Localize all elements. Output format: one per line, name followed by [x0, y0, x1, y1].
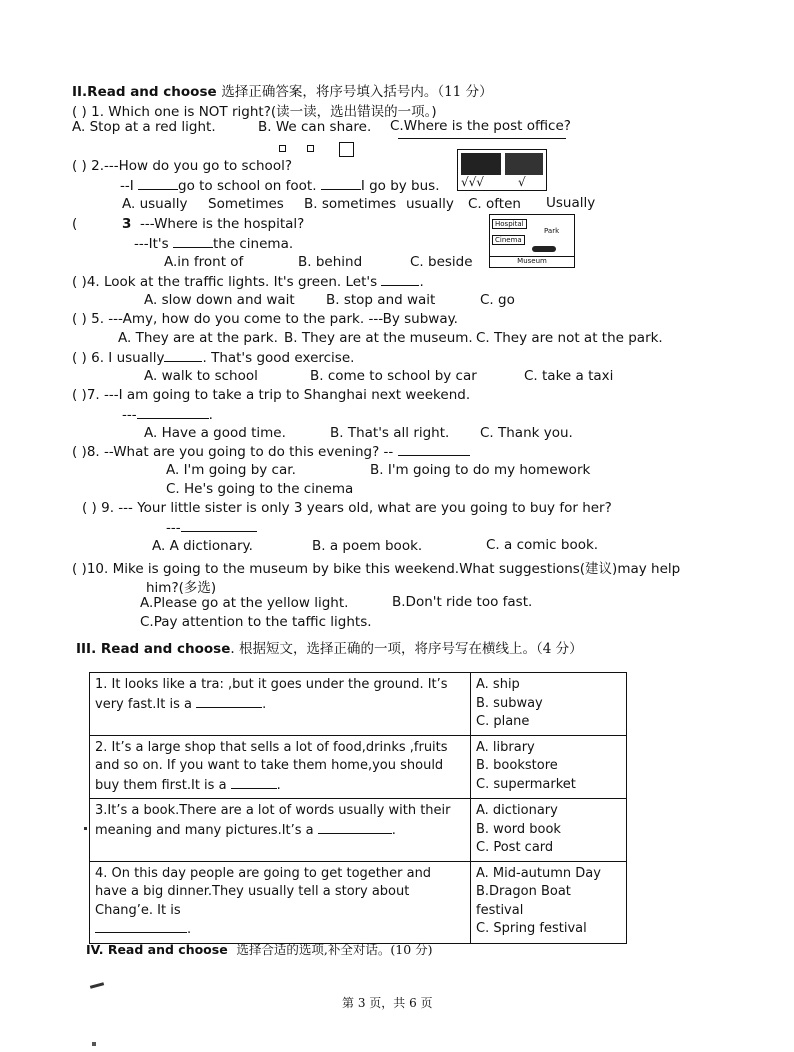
q10-option-b: B.Don't ride too fast.	[392, 594, 533, 610]
question-5	[72, 311, 458, 327]
q8-option-c: C. He's going to the cinema	[166, 481, 354, 497]
q3-option-a: A.in front of	[164, 254, 244, 270]
frequency-picture	[457, 149, 547, 191]
question-10	[72, 557, 680, 577]
option-c: C. plane	[476, 714, 530, 729]
reading-options	[471, 861, 627, 943]
q9-option-a: A. A dictionary.	[152, 538, 253, 554]
q4-option-c: C. go	[480, 292, 515, 308]
question-stem: 1. Which one is NOT right?(读一读，选出错误的一项。)	[91, 104, 437, 120]
section-3-title: III. Read and choose	[76, 641, 231, 657]
answer-blank[interactable]	[196, 695, 262, 708]
question-2	[72, 158, 292, 174]
q2-option-a: A. usually	[122, 196, 188, 212]
q2-option-c2: Usually	[546, 195, 596, 211]
q5-option-b: B. They are at the museum.	[284, 330, 473, 346]
answer-paren[interactable]: ( )	[72, 158, 87, 174]
answer-paren[interactable]: ( )	[72, 350, 87, 366]
q10-option-a: A.Please go at the yellow light.	[140, 595, 349, 611]
q3-option-b: B. behind	[298, 254, 363, 270]
reading-options	[471, 799, 627, 862]
question-4: ( )4. Look at the traffic lights. It's green. Let's .	[72, 274, 424, 290]
q2-option-c: C. often	[468, 196, 521, 212]
question-stem: 7. ---I am going to take a trip to Shanghai next weekend.	[86, 387, 471, 403]
q6-option-a: A. walk to school	[144, 368, 258, 384]
answer-paren[interactable]: ( )	[82, 500, 97, 516]
q1-underline	[398, 138, 566, 139]
question-6: ( ) 6. I usually . That's good exercise.	[72, 350, 355, 366]
reading-question: 4. On this day people are going to get together and have a big dinner.They usually tell a story about Chang’e. It is .	[90, 861, 471, 943]
section-4-header	[86, 940, 433, 958]
question-stem: 8. --What are you going to do this evening? --	[86, 444, 398, 460]
q6-option-c: C. take a taxi	[524, 368, 614, 384]
option-a: A. library	[476, 739, 535, 755]
answer-paren[interactable]: ( )	[72, 104, 87, 120]
q4-option-a: A. slow down and wait	[144, 292, 295, 308]
reading-question: 3.It’s a book.There are a lot of words usually with their meaning and many pictures.It’s a .	[90, 799, 471, 862]
car-icon	[532, 246, 556, 252]
question-stem: 4. Look at the traffic lights. It's green. Let's	[86, 274, 382, 290]
section-4-title: IV. Read and choose	[86, 942, 228, 957]
section-4-instruction: 选择合适的选项,补全对话。(10 分)	[236, 942, 433, 957]
q3-option-c: C. beside	[410, 254, 473, 270]
q7-option-b: B. That's all right.	[330, 425, 450, 441]
cinema-label: Cinema	[492, 235, 525, 245]
option-a: A. Mid-autumn Day	[476, 865, 601, 881]
q9-option-b: B. a poem book.	[312, 538, 423, 554]
q6-option-b: B. come to school by car	[310, 368, 477, 384]
option-c: C. Spring festival	[476, 921, 587, 936]
q5-option-c: C. They are not at the park.	[476, 330, 663, 346]
answer-blank[interactable]	[164, 349, 202, 362]
section-2-instruction: 选择正确答案，将序号填入括号内。（11 分）	[221, 84, 493, 100]
park-label: Park	[544, 227, 560, 235]
q1-option-c: C.Where is the post office?	[390, 118, 571, 134]
answer-blank[interactable]	[138, 177, 178, 190]
section-2-title: II.Read and choose	[72, 84, 217, 100]
question-stem: 9. --- Your little sister is only 3 years old, what are you going to buy for her?	[101, 500, 612, 516]
q7-option-c: C. Thank you.	[480, 425, 573, 441]
question-8	[72, 443, 470, 460]
answer-blank[interactable]	[95, 920, 187, 933]
answer-paren[interactable]: ( )	[72, 561, 87, 577]
q2-option-a2: Sometimes	[208, 196, 284, 212]
q8-option-a: A. I'm going by car.	[166, 462, 296, 478]
museum-label: Museum	[490, 256, 574, 265]
answer-paren[interactable]: ( )	[72, 311, 87, 327]
checkbox-mark	[307, 145, 314, 152]
q2-option-b: B. sometimes	[304, 196, 397, 212]
option-b: B.Dragon Boat festival	[476, 884, 571, 918]
reading-options	[471, 735, 627, 799]
answer-blank[interactable]	[398, 443, 470, 456]
option-a: A. dictionary	[476, 803, 558, 818]
section-3-instruction: . 根据短文，选择正确的一项，将序号写在横线上。（4 分）	[230, 641, 583, 657]
scan-speck	[92, 1042, 96, 1046]
question-stem: 5. ---Amy, how do you come to the park. ---By subway.	[91, 311, 458, 327]
hospital-label: Hospital	[492, 219, 527, 229]
scan-speck	[84, 827, 87, 830]
option-b: B. word book	[476, 821, 561, 837]
q2-line-2: --I go to school on foot. I go by bus.	[120, 178, 440, 194]
q9-option-c: C. a comic book.	[486, 537, 599, 553]
q1-option-b: B. We can share.	[258, 119, 372, 135]
table-row	[90, 735, 627, 799]
q7-line-2: --- .	[122, 407, 213, 423]
question-9	[82, 500, 612, 516]
question-stem: 10. Mike is going to the museum by bike this weekend.What suggestions(建议)may help	[86, 561, 681, 577]
q10-option-c: C.Pay attention to the taffic lights.	[140, 614, 372, 630]
answer-blank[interactable]	[173, 235, 213, 248]
answer-paren[interactable]: ( )	[72, 444, 87, 460]
q3-line-2: ---It's the cinema.	[134, 236, 294, 252]
answer-blank[interactable]	[321, 177, 361, 190]
check-marks: √√√	[461, 175, 484, 189]
q8-option-b: B. I'm going to do my homework	[370, 462, 591, 478]
answer-blank[interactable]	[231, 776, 277, 789]
option-a: A. ship	[476, 677, 520, 692]
question-1	[72, 100, 437, 120]
table-row	[90, 673, 627, 736]
reading-question: 2. It’s a large shop that sells a lot of food,drinks ,fruits and so on. If you want to take them home,you should buy them first.It is a .	[90, 735, 471, 799]
q2-option-b2: usually	[406, 196, 454, 212]
reading-options	[471, 673, 627, 736]
scan-speck	[90, 982, 104, 989]
question-7	[72, 387, 470, 403]
page-number: 第 3 页，共 6 页	[342, 996, 433, 1010]
q7-option-a: A. Have a good time.	[144, 425, 286, 441]
question-3-stem: 3 ---Where is the hospital?	[122, 216, 305, 232]
check-marks: √	[518, 175, 526, 189]
question-3	[72, 216, 77, 232]
checkbox-mark	[279, 145, 286, 152]
question-10-stem-2: him?(多选)	[146, 580, 217, 596]
bus-icon	[505, 153, 543, 175]
answer-blank[interactable]	[181, 519, 257, 532]
table-row	[90, 861, 627, 943]
q4-option-b: B. stop and wait	[326, 292, 436, 308]
answer-blank[interactable]	[381, 273, 419, 286]
question-stem: 2.---How do you go to school?	[91, 158, 292, 174]
q1-option-a: A. Stop at a red light.	[72, 119, 216, 135]
answer-paren[interactable]: ( )	[72, 274, 87, 290]
table-row	[90, 799, 627, 862]
walking-icon	[461, 153, 501, 175]
section-3-header	[76, 637, 583, 657]
answer-paren[interactable]: (	[72, 216, 78, 232]
q5-option-a: A. They are at the park.	[118, 330, 278, 346]
checkbox-mark	[339, 142, 354, 157]
map-picture	[489, 214, 575, 268]
option-c: C. Post card	[476, 840, 554, 855]
reading-question: 1. It looks like a tra: ,but it goes under the ground. It’s very fast.It is a .	[90, 673, 471, 736]
q9-line-2: ---	[166, 519, 257, 536]
answer-paren[interactable]: ( )	[72, 387, 87, 403]
option-b: B. subway	[476, 695, 543, 711]
option-c: C. supermarket	[476, 776, 576, 792]
answer-blank[interactable]	[318, 821, 392, 834]
section-2-header	[72, 80, 493, 100]
reading-table	[89, 672, 627, 944]
answer-blank[interactable]	[137, 406, 209, 419]
option-b: B. bookstore	[476, 758, 558, 773]
